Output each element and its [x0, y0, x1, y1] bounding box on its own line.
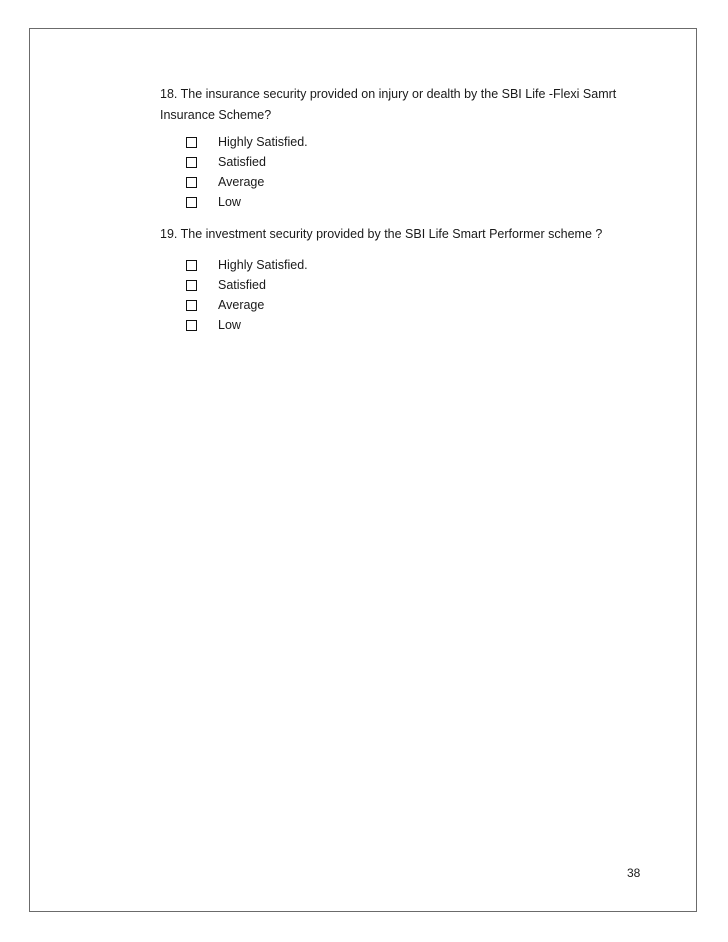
checkbox-icon[interactable]	[186, 260, 197, 271]
page-number: 38	[627, 866, 641, 880]
option-label: Highly Satisfied.	[218, 258, 308, 272]
option-average[interactable]	[186, 295, 660, 315]
option-label: Satisfied	[218, 278, 266, 292]
option-satisfied[interactable]	[186, 152, 660, 172]
option-label: Highly Satisfied.	[218, 135, 308, 149]
question-18-options	[160, 132, 660, 212]
checkbox-icon[interactable]	[186, 280, 197, 291]
checkbox-icon[interactable]	[186, 137, 197, 148]
option-low[interactable]	[186, 315, 660, 335]
option-low[interactable]	[186, 192, 660, 212]
option-satisfied[interactable]	[186, 275, 660, 295]
option-label: Low	[218, 195, 241, 209]
question-19-options	[160, 255, 660, 335]
checkbox-icon[interactable]	[186, 157, 197, 168]
option-average[interactable]	[186, 172, 660, 192]
question-18	[160, 84, 660, 212]
option-label: Average	[218, 298, 265, 312]
option-label: Average	[218, 175, 265, 189]
checkbox-icon[interactable]	[186, 300, 197, 311]
option-highly-satisfied[interactable]	[186, 255, 660, 275]
option-highly-satisfied[interactable]	[186, 132, 660, 152]
checkbox-icon[interactable]	[186, 197, 197, 208]
option-label: Satisfied	[218, 155, 266, 169]
question-19-text: 19. The investment security provided by the SBI Life Smart Performer scheme ?	[160, 227, 603, 241]
checkbox-icon[interactable]	[186, 320, 197, 331]
survey-content	[160, 84, 660, 335]
checkbox-icon[interactable]	[186, 177, 197, 188]
option-label: Low	[218, 318, 241, 332]
question-18-text: 18. The insurance security provided on injury or dealth by the SBI Life -Flexi Samrt Insurance Scheme?	[160, 87, 617, 122]
question-19	[160, 224, 660, 335]
